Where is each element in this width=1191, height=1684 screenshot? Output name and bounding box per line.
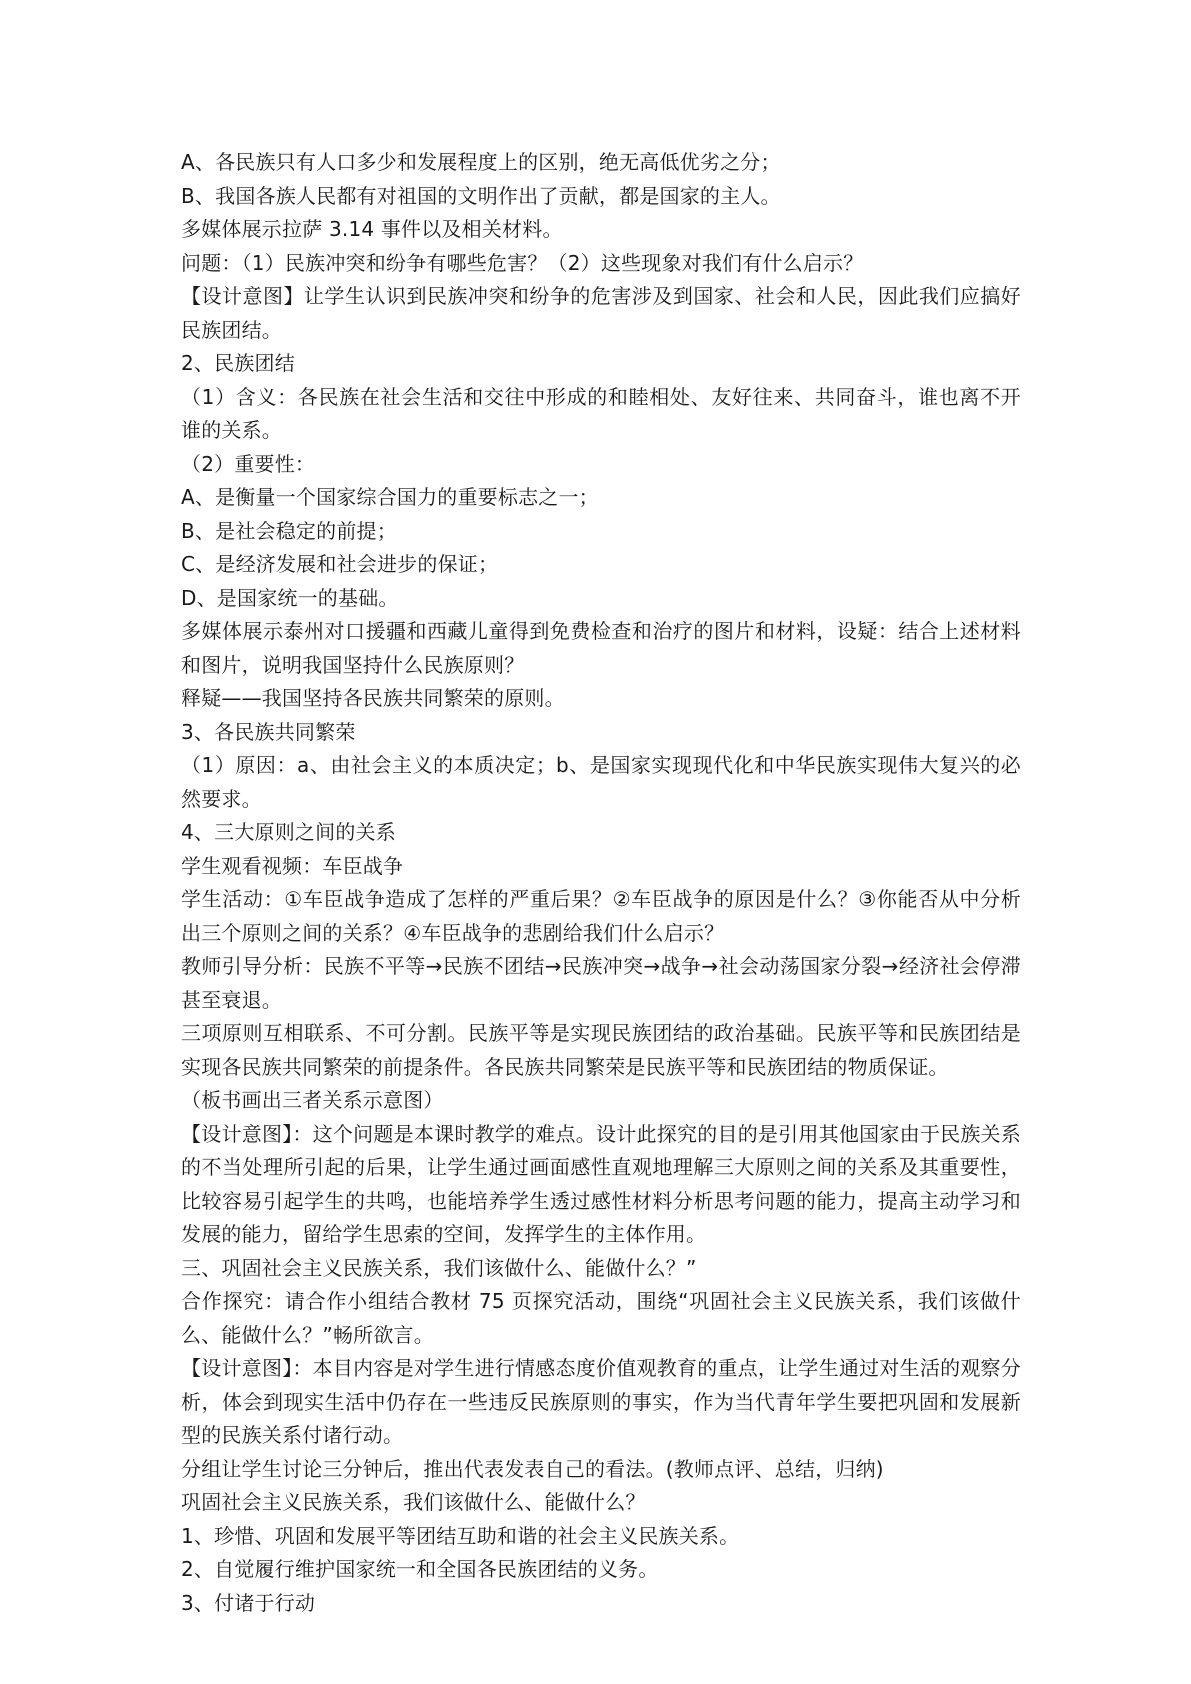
paragraph: 巩固社会主义民族关系，我们该做什么、能做什么？ <box>181 1490 646 1514</box>
paragraph: 合作探究：请合作小组结合教材 75 页探究活动，围绕“巩固社会主义民族关系，我们该做什么、能做什么？”畅所欲言。 <box>181 1289 1021 1347</box>
section-heading: 3、各民族共同繁荣 <box>181 719 356 744</box>
paragraph: （1）原因：a、由社会主义的本质决定；b、是国家实现现代化和中华民族实现伟大复兴的必然要求。 <box>181 753 1021 811</box>
paragraph: 分组让学生讨论三分钟后，推出代表发表自己的看法。(教师点评、总结，归纳) <box>181 1456 884 1481</box>
list-item: 2、自觉履行维护国家统一和全国各民族团结的义务。 <box>181 1557 659 1581</box>
paragraph: 【设计意图】让学生认识到民族冲突和纷争的危害涉及到国家、社会和人民，因此我们应搞好民族团结。 <box>181 284 1021 342</box>
paragraph: B、我国各族人民都有对祖国的文明作出了贡献，都是国家的主人。 <box>181 183 781 208</box>
list-item: B、是社会稳定的前提； <box>181 518 397 543</box>
paragraph: A、各民族只有人口多少和发展程度上的区别，绝无高低优劣之分； <box>181 150 781 174</box>
paragraph: （1）含义：各民族在社会生活和交往中形成的和睦相处、友好往来、共同奋斗，谁也离不开谁的关系。 <box>181 384 1021 442</box>
list-item: 3、付诸于行动 <box>181 1590 316 1615</box>
list-item: A、是衡量一个国家综合国力的重要标志之一； <box>181 485 599 509</box>
section-heading: 2、民族团结 <box>181 351 295 375</box>
paragraph: 【设计意图】：这个问题是本课时教学的难点。设计此探究的目的是引用其他国家由于民族关系的不当处理所引起的后果，让学生通过画面感性直观地理解三大原则之间的关系及其重要性，比较容易引起学生的共鸣，也能培养学生透过感性材料分析思考问题的能力，提高主动学习和发展的能力，留给学生思索的空间，发挥学生的主体作用。 <box>181 1121 1021 1246</box>
paragraph: 多媒体展示拉萨 3.14 事件以及相关材料。 <box>181 217 563 241</box>
section-heading: 4、三大原则之间的关系 <box>181 820 396 844</box>
document-page <box>181 146 1021 1620</box>
paragraph: 教师引导分析：民族不平等→民族不团结→民族冲突→战争→社会动荡国家分裂→经济社会停滞甚至衰退。 <box>181 954 1021 1012</box>
paragraph: 学生活动：①车臣战争造成了怎样的严重后果？②车臣战争的原因是什么？③你能否从中分析出三个原则之间的关系？④车臣战争的悲剧给我们什么启示？ <box>181 887 1021 945</box>
list-item: 1、珍惜、巩固和发展平等团结互助和谐的社会主义民族关系。 <box>181 1523 740 1548</box>
paragraph: 三项原则互相联系、不可分割。民族平等是实现民族团结的政治基础。民族平等和民族团结是实现各民族共同繁荣的前提条件。各民族共同繁荣是民族平等和民族团结的物质保证。 <box>181 1021 1021 1079</box>
paragraph: （2）重要性： <box>181 451 316 476</box>
paragraph: 学生观看视频：车臣战争 <box>181 853 404 878</box>
list-item: D、是国家统一的基础。 <box>181 585 399 610</box>
paragraph: （板书画出三者关系示意图） <box>181 1088 444 1112</box>
section-heading: 三、巩固社会主义民族关系，我们该做什么、能做什么？” <box>181 1255 697 1280</box>
paragraph: 问题：（1）民族冲突和纷争有哪些危害？（2）这些现象对我们有什么启示？ <box>181 250 864 275</box>
list-item: C、是经济发展和社会进步的保证； <box>181 552 499 576</box>
paragraph: 多媒体展示泰州对口援疆和西藏儿童得到免费检查和治疗的图片和材料，设疑：结合上述材料和图片，说明我国坚持什么民族原则？ <box>181 619 1021 677</box>
paragraph: 释疑——我国坚持各民族共同繁荣的原则。 <box>181 686 565 710</box>
paragraph: 【设计意图】：本目内容是对学生进行情感态度价值观教育的重点，让学生通过对生活的观察分析，体会到现实生活中仍存在一些违反民族原则的事实，作为当代青年学生要把巩固和发展新型的民族关系付诸行动。 <box>181 1356 1021 1447</box>
